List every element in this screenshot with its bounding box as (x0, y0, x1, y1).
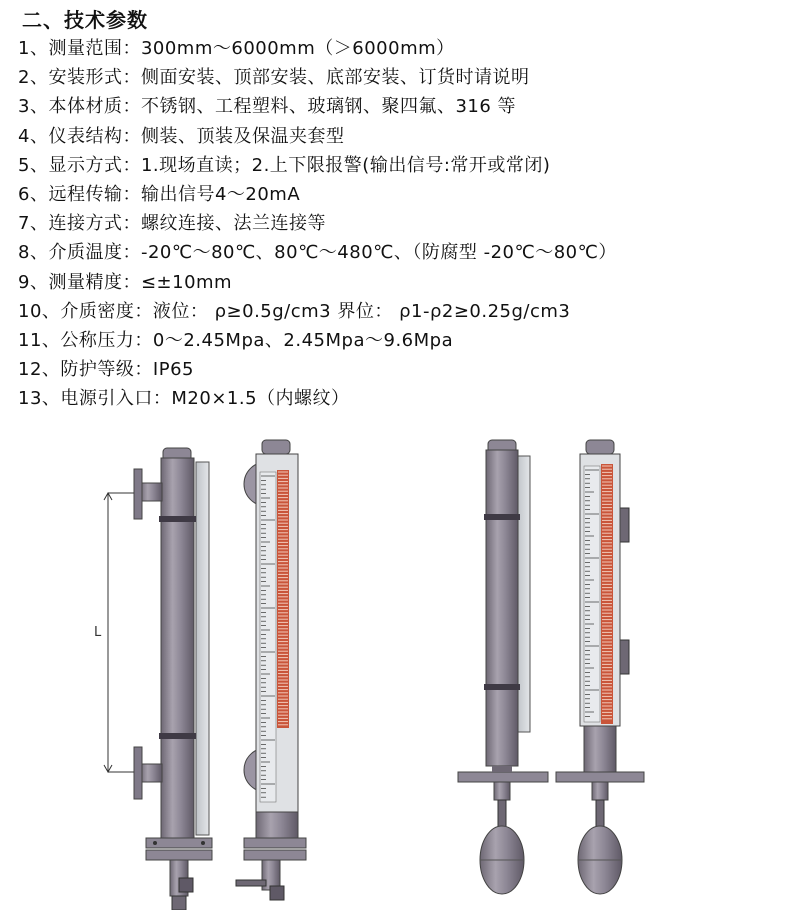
spec-label: 介质密度： (60, 300, 153, 322)
spec-value: M20×1.5（内螺纹） (171, 388, 350, 410)
top-mount-gauge-scale (556, 440, 644, 894)
spec-number: 3、 (18, 96, 49, 118)
spec-number: 8、 (18, 242, 49, 264)
top-mount-gauge-body (458, 440, 548, 894)
spec-item (18, 63, 778, 92)
spec-value: 侧面安装、顶部安装、底部安装、订货时请说明 (140, 67, 530, 89)
spec-list (18, 34, 778, 413)
spec-item (18, 34, 778, 63)
spec-label: 显示方式： (48, 154, 141, 176)
dimension-line (94, 493, 134, 772)
side-mount-gauge-scale (236, 440, 306, 900)
spec-label: 连接方式： (48, 213, 141, 235)
spec-number: 1、 (18, 38, 49, 59)
spec-number: 4、 (18, 125, 49, 147)
spec-label: 防护等级： (60, 359, 153, 381)
spec-value: -20℃～80℃、80℃～480℃、（防腐型 -20℃～80℃） (140, 242, 617, 264)
spec-item (18, 180, 778, 209)
spec-value: 300mm～6000mm（＞6000mm） (140, 38, 455, 59)
dimension-label: L (94, 625, 102, 640)
spec-value: 输出信号4～20mA (140, 183, 301, 205)
spec-value: 液位： ρ≥0.5g/cm3 界位： ρ1-ρ2≥0.25g/cm3 (152, 300, 571, 322)
spec-item (18, 209, 778, 238)
spec-label: 安装形式： (48, 67, 141, 89)
spec-item (18, 151, 778, 180)
spec-item (18, 326, 778, 355)
spec-item (18, 238, 778, 267)
spec-item (18, 122, 778, 151)
spec-label: 仪表结构： (48, 125, 141, 147)
spec-value: 不锈钢、工程塑料、玻璃钢、聚四氟、316 等 (140, 96, 517, 118)
spec-value: ≤±10mm (140, 271, 233, 293)
spec-number: 10、 (18, 300, 61, 322)
gauge-drawings (0, 430, 790, 910)
spec-label: 介质温度： (48, 242, 141, 264)
spec-item (18, 384, 778, 413)
spec-label: 电源引入口： (60, 388, 172, 410)
spec-item (18, 92, 778, 121)
spec-number: 5、 (18, 154, 49, 176)
spec-value: 0～2.45Mpa、2.45Mpa～9.6Mpa (152, 329, 454, 351)
spec-number: 2、 (18, 67, 49, 89)
spec-number: 13、 (18, 388, 61, 410)
side-mount-gauge-body (134, 448, 212, 910)
spec-item (18, 355, 778, 384)
spec-item (18, 268, 778, 297)
spec-value: 螺纹连接、法兰连接等 (140, 213, 326, 235)
spec-number: 9、 (18, 271, 49, 293)
section-heading: 二、技术参数 (22, 8, 148, 32)
spec-label: 远程传输： (48, 183, 141, 205)
spec-value: 侧装、顶装及保温夹套型 (140, 125, 345, 147)
spec-label: 测量范围： (48, 38, 141, 59)
spec-number: 6、 (18, 183, 49, 205)
spec-label: 公称压力： (60, 329, 153, 351)
spec-label: 测量精度： (48, 271, 141, 293)
spec-number: 7、 (18, 213, 49, 235)
spec-number: 12、 (18, 359, 61, 381)
spec-value: 1.现场直读；2.上下限报警(输出信号:常开或常闭) (140, 154, 551, 176)
spec-label: 本体材质： (48, 96, 141, 118)
spec-item (18, 297, 778, 326)
spec-number: 11、 (18, 329, 61, 351)
spec-value: IP65 (152, 359, 194, 381)
